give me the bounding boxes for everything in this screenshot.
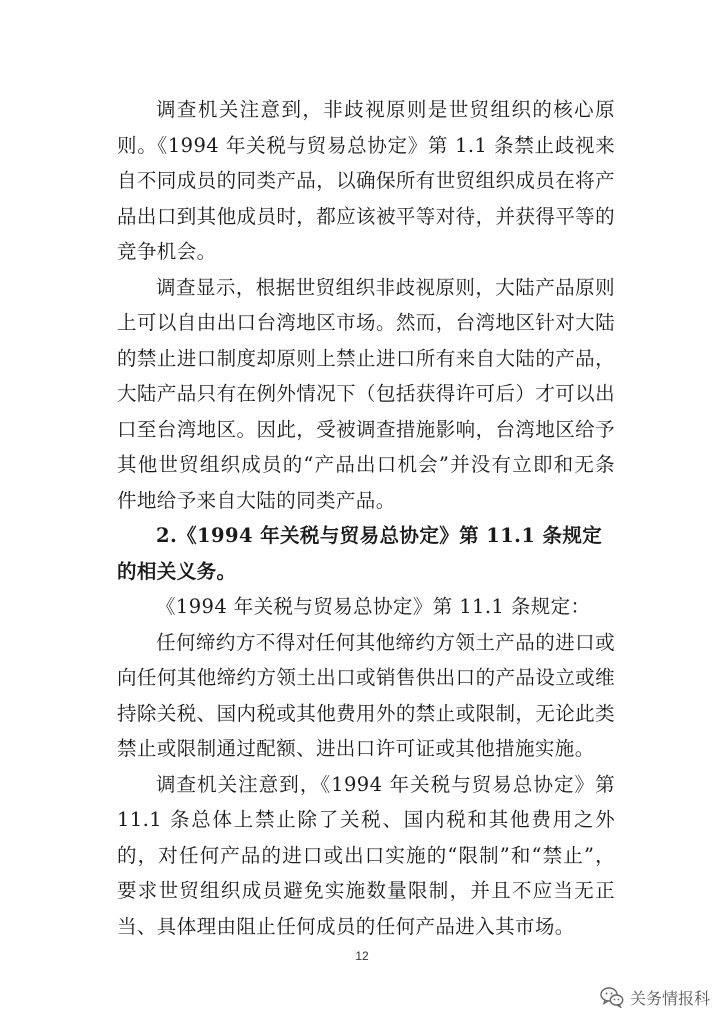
watermark [600, 983, 710, 1011]
paragraph: 《1994 年关税与贸易总协定》第 11.1 条规定： [156, 595, 591, 618]
paragraph: 调查显示，根据世贸组织非歧视原则，大陆产品原则上可以自由出口台湾地区市场。然而，台湾地区针对大陆的禁止进口制度却原则上禁止进口所有来自大陆的产品，大陆产品只有在例外情况下（包括获得许可后）才可以出口至台湾地区。因此，受被调查措施影响，台湾地区给予其他世贸组织成员的“产品出口机会”并没有立即和无条件地给予来自大陆的同类产品。 [117, 275, 615, 512]
section-heading: 2.《1994 年关税与贸易总协定》第 11.1 条规定的相关义务。 [117, 524, 603, 583]
watermark-text: 关务情报科 [629, 988, 710, 1008]
paragraph: 任何缔约方不得对任何其他缔约方领土产品的进口或向任何其他缔约方领土出口或销售供出口的产品设立或维持除关税、国内税或其他费用外的禁止或限制，无论此类禁止或限制通过配额、进出口许可证或其他措施实施。 [117, 630, 615, 760]
paragraph: 调查机关注意到，《1994 年关税与贸易总协定》第 11.1 条总体上禁止除了关税、国内税和其他费用之外的，对任何产品的进口或出口实施的“限制”和“禁止”，要求世贸组织成员避免实施数量限制，并且不应当无正当、具体理由阻止任何成员的任何产品进入其市场。 [117, 772, 615, 938]
page-number: 12 [355, 949, 369, 963]
document-body [117, 92, 615, 944]
paragraph: 调查机关注意到，非歧视原则是世贸组织的核心原则。《1994 年关税与贸易总协定》第 1.1 条禁止歧视来自不同成员的同类产品，以确保所有世贸组织成员在将产品出口到其他成员时，都应该被平等对待，并获得平等的竞争机会。 [117, 98, 615, 263]
wechat-icon [600, 986, 624, 1008]
